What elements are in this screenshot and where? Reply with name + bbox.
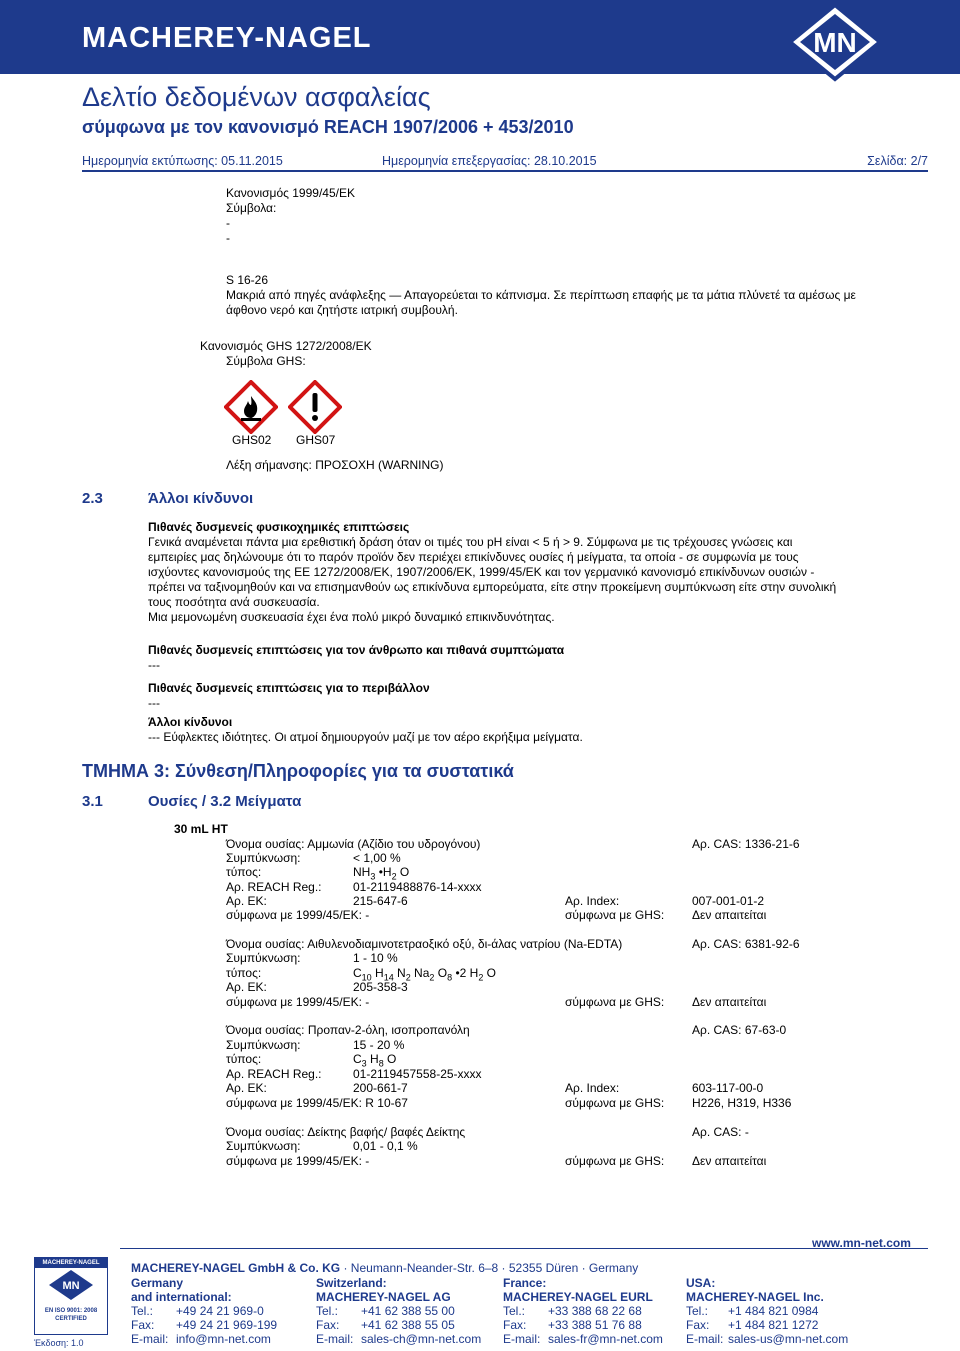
substance-1-ghs-label: σύμφωνα με GHS: [565,908,665,922]
footer-col1-tel: +49 24 21 969-0 [176,1304,264,1318]
substance-1-conc: < 1,00 % [353,851,401,865]
substance-4-ghs: Δεν απαιτείται [692,1154,767,1168]
phys-effects-line-5: τους ποσότητα ανά συσκευασία. [148,595,320,609]
header-divider [82,170,928,172]
substance-3-ghs-label: σύμφωνα με GHS: [565,1096,665,1110]
substance-4-ghs-label: σύμφωνα με GHS: [565,1154,665,1168]
substance-3-index: 603-117-00-0 [692,1081,764,1095]
footer-col4-tel-label: Tel.: [686,1304,709,1318]
cert-logo-text: MN [62,1280,80,1292]
footer-col4-h1: USA: [686,1276,716,1290]
substance-3-conc-label: Συμπύκνωση: [226,1038,301,1052]
footer-col3-tel-label: Tel.: [503,1304,526,1318]
ghs-pictogram-1-label: GHS02 [232,433,272,447]
phys-effects-line-2: εμπειρίες μας δηλώνουμε ότι το παρόν προϊόν δεν περιέχει επικίνδυνες ουσίες ή μείγματα, τα οποία - σε συμφωνία με τους [148,550,799,564]
footer-col2-fax: +41 62 388 55 05 [361,1318,455,1332]
substance-1-reach: 01-2119488876-14-xxxx [353,880,482,894]
section-3-1-heading: Ουσίες / 3.2 Μείγματα [148,793,302,810]
other-hazards-text: --- Εύφλεκτες ιδιότητες. Οι ατμοί δημιουργούν μαζί με τον αέρο εκρήξιμα μείγματα. [148,730,583,744]
substance-3-reach: 01-2119457558-25-xxxx [353,1067,482,1081]
substance-3-index-label: Αρ. Index: [565,1081,620,1095]
substance-3-name: Όνομα ουσίας: Προπαν-2-όλη, ισοπροπανόλη [226,1023,470,1037]
footer-col4-h2: MACHEREY-NAGEL Inc. [686,1290,824,1304]
s-phrase: S 16-26 [226,273,269,287]
section-2-3-number: 2.3 [82,490,103,507]
edition-label: Έκδοση: 1.0 [34,1338,84,1348]
substance-4-cas: Αρ. CAS: - [692,1125,749,1139]
ghs-symbols-label: Σύμβολα GHS: [226,354,306,368]
section-2-3-heading: Άλλοι κίνδυνοι [148,490,254,507]
cert-brand: MACHEREY-NAGEL [35,1258,107,1268]
print-date: Ημερομηνία εκτύπωσης: 05.11.2015 [82,154,283,168]
footer-col4-tel: +1 484 821 0984 [728,1304,819,1318]
section-3-heading: ΤΜΗΜΑ 3: Σύνθεση/Πληροφορίες για τα συστατικά [82,761,514,781]
footer-col1-h2: and international: [131,1290,232,1304]
reg1999-symbols-label: Σύμβολα: [226,201,277,215]
footer-col3-email[interactable]: sales-fr@mn-net.com [548,1332,663,1346]
footer-col4-fax: +1 484 821 1272 [728,1318,819,1332]
substance-1-dir: σύμφωνα με 1999/45/ΕΚ: - [226,908,370,922]
substance-1-type-label: τύπος: [226,865,262,879]
footer-company-line [131,1261,638,1275]
s-phrase-text-1: Μακριά από πηγές ανάφλεξης — Απαγορεύεται το κάπνισμα. Σε περίπτωση επαφής με τα μάτια πλύνετέ τα αμέσως με [226,288,856,302]
substance-2-ghs: Δεν απαιτείται [692,995,767,1009]
substance-1-conc-label: Συμπύκνωση: [226,851,301,865]
footer-col-france [503,1276,663,1346]
substance-1-reach-label: Αρ. REACH Reg.: [226,880,322,894]
substance-3-conc: 15 - 20 % [353,1038,405,1052]
footer-col2-h2: MACHEREY-NAGEL AG [316,1290,451,1304]
substance-1-cas: Αρ. CAS: 1336-21-6 [692,837,800,851]
cert-mn-logo-icon [35,1268,107,1302]
footer-col3-email-label: E-mail: [503,1332,541,1346]
certification-badge [34,1257,108,1335]
page-number: Σελίδα: 2/7 [867,154,928,168]
footer-col4-email-label: E-mail: [686,1332,724,1346]
footer-col2-h1: Switzerland: [316,1276,387,1290]
mn-logo-icon [780,2,900,82]
ghs-pictogram-2-label: GHS07 [296,433,336,447]
env-effects-title: Πιθανές δυσμενείς επιπτώσεις για το περιβάλλον [148,681,430,695]
footer-col2-tel-label: Tel.: [316,1304,339,1318]
footer-col-switzerland [316,1276,481,1346]
substance-2-dir: σύμφωνα με 1999/45/ΕΚ: - [226,995,370,1009]
phys-effects-line-1: Γενικά αναμένεται πάντα μια ερεθιστική δράση όταν οι τιμές του pH είναι < 5 ή > 9. Σύμφωνα με τις τρέχουσες γνώσεις και [148,535,793,549]
phys-effects-line-4: πρέπει να ταξινομηθούν και να επισημανθούν ως επικίνδυνα εμπορεύματα, είτε στην προκείμενη συμπύκνωση είτε στην συνολική [148,580,837,594]
substance-3-type-label: τύπος: [226,1052,262,1066]
footer-col1-tel-label: Tel.: [131,1304,154,1318]
substance-1-ek: 215-647-6 [353,894,408,908]
env-effects-text: --- [148,696,160,710]
substance-1-ghs: Δεν απαιτείται [692,908,767,922]
exclamation-icon [288,380,342,434]
footer-col2-tel: +41 62 388 55 00 [361,1304,455,1318]
reg1999-symbol-1: - [226,216,230,230]
footer-col-usa [686,1276,848,1346]
footer-address: · Neumann-Neander-Str. 6–8 · 52355 Düren · Germany [343,1261,639,1275]
page-title: Δελτίο δεδομένων ασφαλείας [82,82,431,112]
footer-col3-fax: +33 388 51 76 88 [548,1318,642,1332]
substance-3-reach-label: Αρ. REACH Reg.: [226,1067,322,1081]
signal-word: Λέξη σήμανσης: ΠΡΟΣΟΧΗ (WARNING) [226,458,444,472]
substance-2-name: Όνομα ουσίας: Αιθυλενοδιαμινοτετραοξικό οξύ, δι-άλας νατρίου (Na-EDTA) [226,937,623,951]
footer-col-germany [131,1276,277,1346]
substance-3-ghs: H226, H319, H336 [692,1096,792,1110]
footer-col1-email[interactable]: info@mn-net.com [176,1332,271,1346]
footer-col2-fax-label: Fax: [316,1318,340,1332]
substance-1-formula: $NH_3$ $•H_2$ O [353,865,410,882]
footer-col1-h1: Germany [131,1276,184,1290]
substance-2-cas: Αρ. CAS: 6381-92-6 [692,937,800,951]
footer-col2-email-label: E-mail: [316,1332,354,1346]
substance-2-conc-label: Συμπύκνωση: [226,951,301,965]
page-subtitle: σύμφωνα με τον κανονισμό REACH 1907/2006 + 453/2010 [82,117,574,137]
phys-effects-line-3: ισχύοντες κανονισμούς της ΕΕ 1272/2008/ΕΚ, 1907/2006/ΕΚ, 1999/45/ΕΚ και τον γερμανικό κανονισμό επικίνδυνων ουσιών - [148,565,815,579]
reg1999-title: Κανονισμός 1999/45/ΕΚ [226,186,355,200]
human-effects-title: Πιθανές δυσμενείς επιπτώσεις για τον άνθρωπο και πιθανά συμπτώματα [148,643,565,657]
s-phrase-text-2: άφθονο νερό και ζητήστε ιατρική συμβουλή. [226,303,458,317]
substance-2-ek: 205-358-3 [353,980,408,994]
footer-col3-tel: +33 388 68 22 68 [548,1304,642,1318]
footer-col3-fax-label: Fax: [503,1318,527,1332]
dates-line [82,154,928,168]
substance-1-name: Όνομα ουσίας: Αμμωνία (Αζίδιο του υδρογόνου) [226,837,481,851]
logo-text: MN [813,27,857,58]
substance-3-cas: Αρ. CAS: 67-63-0 [692,1023,787,1037]
flame-icon [224,380,278,434]
footer-company: MACHEREY-NAGEL GmbH & Co. KG [131,1261,341,1275]
footer-col4-email[interactable]: sales-us@mn-net.com [728,1332,849,1346]
reg1999-symbol-2: - [226,231,230,245]
ghs-title: Κανονισμός GHS 1272/2008/ΕΚ [200,339,372,353]
footer-col4-fax-label: Fax: [686,1318,710,1332]
edit-date: Ημερομηνία επεξεργασίας: 28.10.2015 [382,154,597,168]
substance-2-formula: $C_{10}$ $H_{14}$ $N_2$ $Na_2$ $O_8$ •2 $H_2$ O [353,966,497,983]
substance-3-ek: 200-661-7 [353,1081,408,1095]
product-name: 30 mL HT [174,822,228,836]
footer-col1-email-label: E-mail: [131,1332,169,1346]
substance-4-conc-label: Συμπύκνωση: [226,1139,301,1153]
substance-2-type-label: τύπος: [226,966,262,980]
substance-4-dir: σύμφωνα με 1999/45/ΕΚ: - [226,1154,370,1168]
footer-col2-email[interactable]: sales-ch@mn-net.com [361,1332,482,1346]
brand-name: MACHEREY-NAGEL [82,22,372,54]
substance-1-index-label: Αρ. Index: [565,894,620,908]
phys-effects-title: Πιθανές δυσμενείς φυσικοχημικές επιπτώσεις [148,520,410,534]
section-3-1-number: 3.1 [82,793,103,810]
human-effects-text: --- [148,658,160,672]
substance-2-ek-label: Αρ. ΕΚ: [226,980,267,994]
substance-3-dir: σύμφωνα με 1999/45/ΕΚ: R 10-67 [226,1096,408,1110]
footer-web-link[interactable]: www.mn-net.com [812,1236,911,1250]
footer-col1-fax: +49 24 21 969-199 [176,1318,278,1332]
substance-3-formula: $C_3$ $H_8$ O [353,1052,397,1069]
substance-4-name: Όνομα ουσίας: Δείκτης βαφής/ βαφές Δείκτης [226,1125,466,1139]
substance-3-ek-label: Αρ. ΕΚ: [226,1081,267,1095]
substance-1-ek-label: Αρ. ΕΚ: [226,894,267,908]
substance-2-ghs-label: σύμφωνα με GHS: [565,995,665,1009]
substance-2-conc: 1 - 10 % [353,951,398,965]
footer-divider [120,1248,928,1249]
substance-1-index: 007-001-01-2 [692,894,765,908]
cert-text: EN ISO 9001: 2008 CERTIFIED [44,1308,98,1322]
footer-col3-h2: MACHEREY-NAGEL EURL [503,1290,653,1304]
other-hazards-title: Άλλοι κίνδυνοι [148,715,233,729]
footer-col1-fax-label: Fax: [131,1318,155,1332]
phys-effects-line-6: Μια μεμονωμένη συσκευασία έχει ένα πολύ μικρό δυναμικό επικινδυνότητας. [148,610,555,624]
substance-4-conc: 0,01 - 0,1 % [353,1139,418,1153]
footer-col3-h1: France: [503,1276,547,1290]
